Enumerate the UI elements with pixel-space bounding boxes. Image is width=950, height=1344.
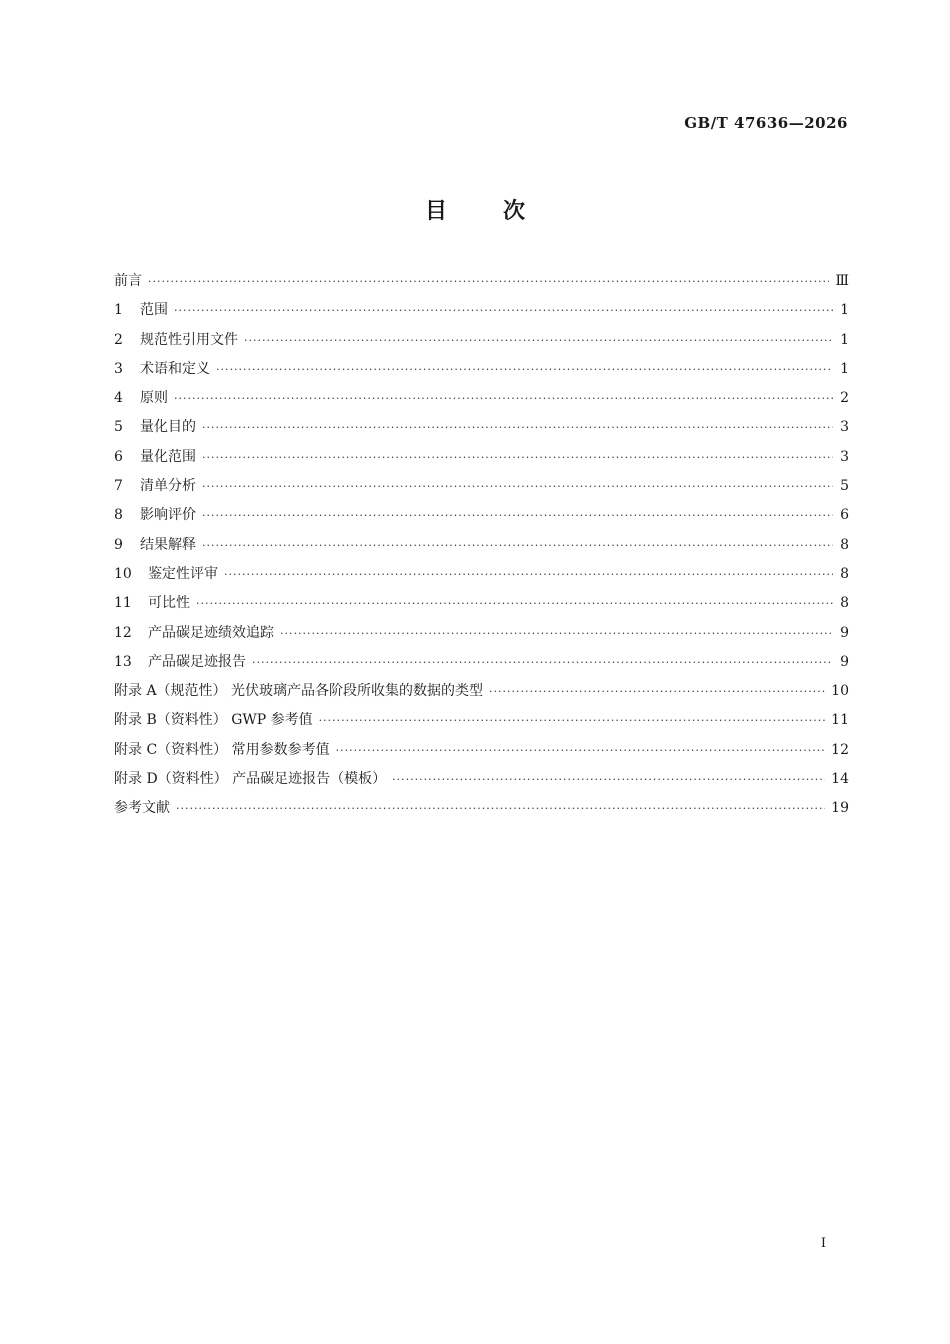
toc-entry-label: 参考文献 (114, 800, 170, 817)
toc-entry[interactable] (114, 446, 849, 475)
toc-dot-leader (319, 714, 826, 727)
toc-entry-number: 5 (114, 419, 123, 436)
toc-dot-leader (174, 304, 833, 317)
toc-entry-page: 11 (831, 712, 849, 729)
toc-entry-page: 19 (831, 800, 849, 817)
toc-entry-page: Ⅲ (835, 273, 849, 289)
toc-entry-page: 2 (840, 390, 849, 407)
toc-dot-leader (202, 421, 833, 434)
toc-dot-leader (280, 627, 833, 640)
toc-entry-label: 影响评价 (140, 507, 196, 524)
toc-entry[interactable] (114, 504, 849, 533)
toc-dot-leader (202, 451, 833, 464)
toc-entry-label: 规范性引用文件 (140, 331, 238, 348)
toc-entry[interactable] (114, 387, 849, 416)
toc-dot-leader (148, 275, 829, 288)
toc-dot-leader (392, 773, 825, 786)
toc-dot-leader (336, 744, 826, 757)
toc-entry[interactable] (114, 358, 849, 387)
toc-entry-label: 可比性 (148, 595, 190, 612)
toc-entry-page: 8 (840, 565, 849, 582)
toc-entry-number: 8 (114, 507, 123, 524)
toc-entry-label: 鉴定性评审 (148, 565, 218, 582)
title-char-1: 目 (424, 199, 447, 224)
toc-dot-leader (216, 363, 833, 376)
toc-dot-leader (244, 334, 833, 347)
toc-entry[interactable] (114, 797, 849, 826)
toc-entry-page: 1 (840, 360, 849, 377)
toc-entry[interactable] (114, 709, 849, 738)
toc-entry-number: 10 (114, 565, 132, 582)
toc-entry-label: 产品碳足迹绩效追踪 (148, 624, 274, 641)
toc-entry-page: 5 (840, 478, 849, 495)
toc-entry-label: 结果解释 (140, 536, 196, 553)
toc-entry-page: 3 (840, 448, 849, 465)
toc-entry-number: 13 (114, 653, 132, 670)
toc-entry-label: 原则 (140, 390, 168, 407)
toc-entry-page: 1 (840, 331, 849, 348)
toc-entry[interactable] (114, 416, 849, 445)
toc-entry[interactable] (114, 592, 849, 621)
toc-entry-label: 术语和定义 (140, 360, 210, 377)
standard-code: GB/T 47636—2026 (684, 114, 848, 132)
toc-dot-leader (202, 480, 833, 493)
toc-entry-label: 附录 A（规范性） 光伏玻璃产品各阶段所收集的数据的类型 (114, 683, 484, 700)
toc-entry[interactable] (114, 739, 849, 768)
toc-dot-leader (224, 568, 833, 581)
toc-entry-page: 8 (840, 595, 849, 612)
toc-entry-number: 6 (114, 448, 123, 465)
toc-entry-label: 量化目的 (140, 419, 196, 436)
page-title (0, 194, 950, 225)
toc-entry[interactable] (114, 651, 849, 680)
toc-entry[interactable] (114, 768, 849, 797)
title-char-2: 次 (503, 199, 526, 224)
toc-entry-page: 3 (840, 419, 849, 436)
toc-entry-label: 量化范围 (140, 448, 196, 465)
toc-dot-leader (202, 509, 833, 522)
toc-entry[interactable] (114, 563, 849, 592)
toc-entry-number: 7 (114, 478, 123, 495)
table-of-contents (114, 270, 849, 827)
toc-dot-leader (176, 802, 825, 815)
toc-dot-leader (489, 685, 825, 698)
toc-dot-leader (202, 539, 833, 552)
toc-entry-number: 1 (114, 302, 123, 319)
toc-entry-page: 14 (831, 771, 849, 788)
toc-entry-page: 6 (840, 507, 849, 524)
toc-entry-page: 1 (840, 302, 849, 319)
toc-entry[interactable] (114, 534, 849, 563)
toc-entry[interactable] (114, 622, 849, 651)
toc-entry-label: 附录 D（资料性） 产品碳足迹报告（模板） (114, 771, 387, 788)
toc-entry[interactable] (114, 475, 849, 504)
toc-entry-label: 附录 B（资料性） GWP 参考值 (114, 712, 313, 729)
toc-entry[interactable] (114, 680, 849, 709)
toc-entry[interactable] (114, 329, 849, 358)
toc-entry-page: 12 (831, 741, 849, 758)
toc-entry-number: 4 (114, 390, 123, 407)
toc-entry[interactable] (114, 270, 849, 299)
page-number: I (820, 1236, 826, 1251)
toc-entry-label: 清单分析 (140, 478, 196, 495)
toc-dot-leader (196, 597, 833, 610)
toc-entry-number: 3 (114, 360, 123, 377)
toc-entry-page: 9 (840, 624, 849, 641)
toc-entry-page: 8 (840, 536, 849, 553)
toc-entry-label: 范围 (140, 302, 168, 319)
toc-entry-label: 前言 (114, 273, 142, 289)
toc-entry-number: 11 (114, 595, 132, 612)
toc-entry-number: 2 (114, 331, 123, 348)
toc-entry-number: 12 (114, 624, 132, 641)
toc-entry[interactable] (114, 299, 849, 328)
toc-dot-leader (252, 656, 833, 669)
toc-entry-page: 9 (840, 653, 849, 670)
toc-entry-label: 附录 C（资料性） 常用参数参考值 (114, 741, 330, 758)
toc-dot-leader (174, 392, 833, 405)
toc-entry-number: 9 (114, 536, 123, 553)
toc-entry-page: 10 (831, 683, 849, 700)
toc-entry-label: 产品碳足迹报告 (148, 653, 246, 670)
